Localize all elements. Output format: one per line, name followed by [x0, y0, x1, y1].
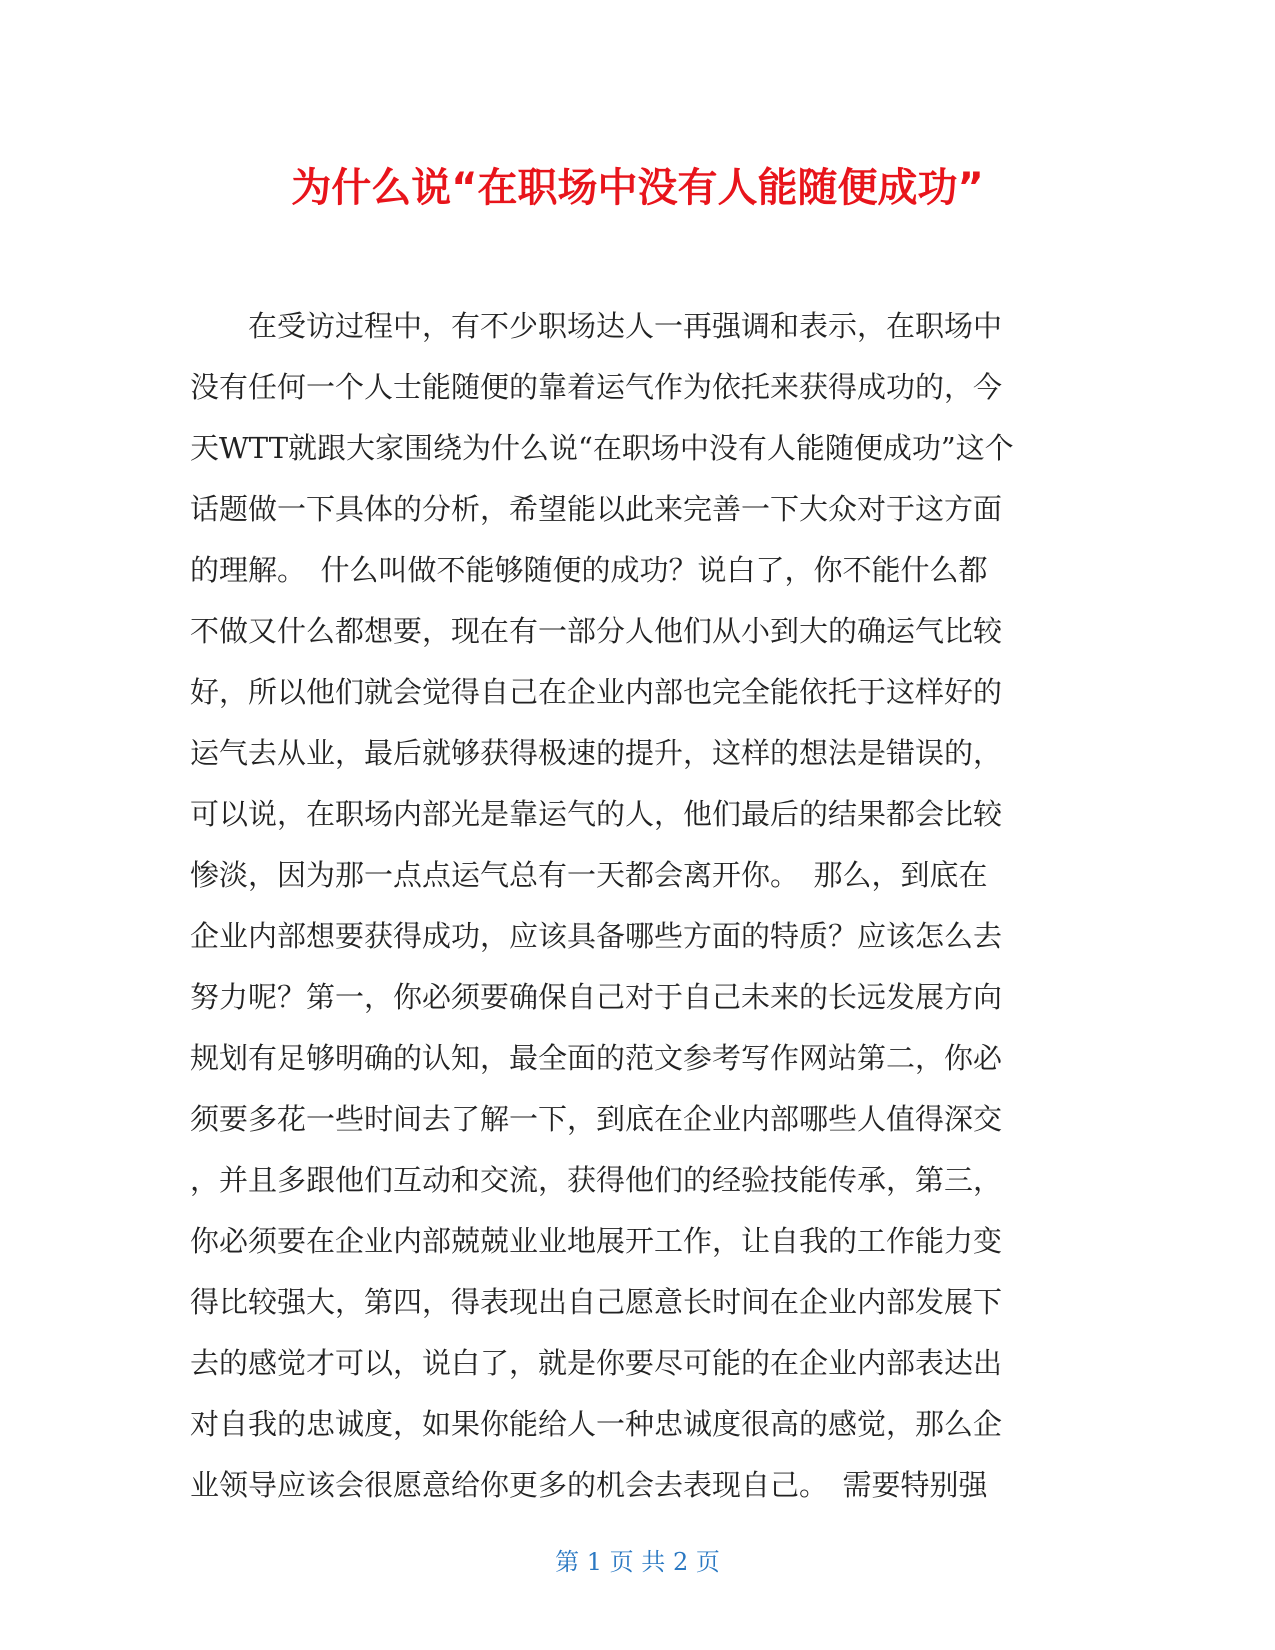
body-line: 你必须要在企业内部兢兢业业地展开工作，让自我的工作能力变: [190, 1224, 1003, 1258]
body-line: 企业内部想要获得成功，应该具备哪些方面的特质？应该怎么去: [190, 919, 1003, 953]
body-line: 惨淡，因为那一点点运气总有一天都会离开你。 那么，到底在: [190, 858, 988, 892]
article-body: [190, 296, 1070, 1516]
body-line: 天WTT就跟大家围绕为什么说“在职场中没有人能随便成功”这个: [190, 431, 1014, 465]
body-line: 在受访过程中，有不少职场达人一再强调和表示，在职场中: [190, 309, 1003, 343]
body-line: 对自我的忠诚度，如果你能给人一种忠诚度很高的感觉，那么企: [190, 1407, 1003, 1441]
body-line: 须要多花一些时间去了解一下，到底在企业内部哪些人值得深交: [190, 1102, 1003, 1136]
page-number-footer: 第 1 页 共 2 页: [555, 1548, 720, 1576]
body-line: 可以说，在职场内部光是靠运气的人，他们最后的结果都会比较: [190, 797, 1003, 831]
body-line: 的理解。 什么叫做不能够随便的成功？说白了，你不能什么都: [190, 553, 988, 587]
body-line: 运气去从业，最后就够获得极速的提升，这样的想法是错误的，: [190, 736, 1003, 770]
body-line: 努力呢？第一，你必须要确保自己对于自己未来的长远发展方向: [190, 980, 1003, 1014]
body-line: 话题做一下具体的分析，希望能以此来完善一下大众对于这方面: [190, 492, 1003, 526]
body-line: 不做又什么都想要，现在有一部分人他们从小到大的确运气比较: [190, 614, 1003, 648]
body-line: 规划有足够明确的认知，最全面的范文参考写作网站第二，你必: [190, 1041, 1003, 1075]
body-line: ，并且多跟他们互动和交流，获得他们的经验技能传承，第三，: [190, 1163, 1003, 1197]
body-line: 好，所以他们就会觉得自己在企业内部也完全能依托于这样好的: [190, 675, 1003, 709]
body-line: 得比较强大，第四，得表现出自己愿意长时间在企业内部发展下: [190, 1285, 1003, 1319]
body-line: 业领导应该会很愿意给你更多的机会去表现自己。 需要特别强: [190, 1468, 988, 1502]
body-line: 去的感觉才可以，说白了，就是你要尽可能的在企业内部表达出: [190, 1346, 1003, 1380]
page-title: 为什么说“在职场中没有人能随便成功”: [291, 165, 984, 211]
body-line: 没有任何一个人士能随便的靠着运气作为依托来获得成功的，今: [190, 370, 1003, 404]
